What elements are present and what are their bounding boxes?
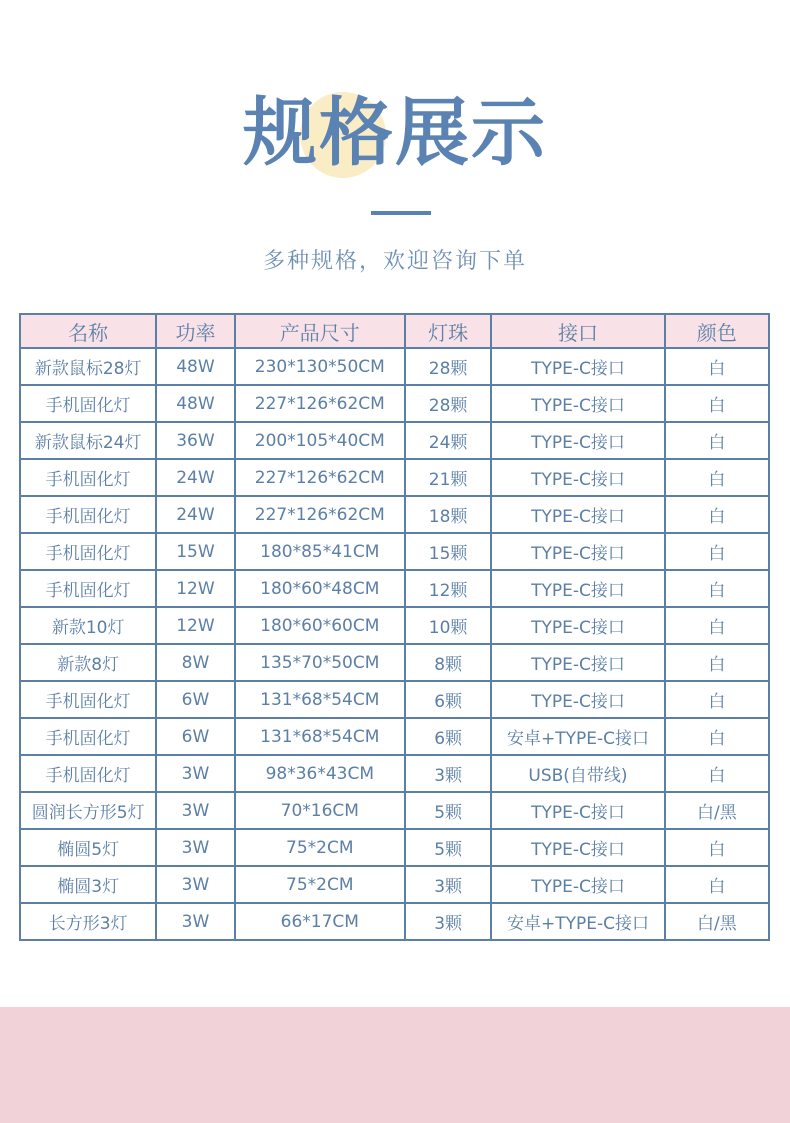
cell-name: 手机固化灯 — [20, 755, 156, 792]
table-row — [20, 755, 769, 792]
cell-name: 手机固化灯 — [20, 533, 156, 570]
cell-color: 白 — [665, 829, 769, 866]
table-row — [20, 718, 769, 755]
cell-beads: 10颗 — [405, 607, 491, 644]
cell-beads: 28颗 — [405, 385, 491, 422]
cell-color: 白 — [665, 533, 769, 570]
table-header-row — [20, 314, 769, 348]
header-name: 名称 — [20, 314, 156, 348]
cell-port: TYPE-C接口 — [491, 644, 664, 681]
cell-name: 新款10灯 — [20, 607, 156, 644]
table-row — [20, 681, 769, 718]
cell-power: 3W — [156, 755, 234, 792]
cell-color: 白 — [665, 681, 769, 718]
table-row — [20, 903, 769, 940]
table-row — [20, 570, 769, 607]
cell-beads: 3颗 — [405, 866, 491, 903]
page-title: 规格展示 — [243, 90, 547, 176]
title-block — [0, 80, 790, 190]
cell-port: TYPE-C接口 — [491, 348, 664, 385]
table-row — [20, 459, 769, 496]
cell-beads: 15颗 — [405, 533, 491, 570]
cell-beads: 5颗 — [405, 829, 491, 866]
table-row — [20, 385, 769, 422]
cell-beads: 6颗 — [405, 718, 491, 755]
table-row — [20, 422, 769, 459]
cell-port: TYPE-C接口 — [491, 533, 664, 570]
cell-color: 白/黑 — [665, 792, 769, 829]
cell-color: 白 — [665, 644, 769, 681]
cell-name: 手机固化灯 — [20, 496, 156, 533]
header-beads: 灯珠 — [405, 314, 491, 348]
cell-size: 227*126*62CM — [235, 459, 405, 496]
spec-table — [19, 313, 770, 941]
cell-name: 新款鼠标24灯 — [20, 422, 156, 459]
table-row — [20, 792, 769, 829]
cell-size: 180*60*48CM — [235, 570, 405, 607]
cell-color: 白 — [665, 866, 769, 903]
cell-port: TYPE-C接口 — [491, 385, 664, 422]
cell-port: TYPE-C接口 — [491, 829, 664, 866]
cell-color: 白 — [665, 607, 769, 644]
cell-port: 安卓+TYPE-C接口 — [491, 718, 664, 755]
cell-power: 36W — [156, 422, 234, 459]
cell-port: TYPE-C接口 — [491, 681, 664, 718]
cell-name: 手机固化灯 — [20, 681, 156, 718]
cell-power: 15W — [156, 533, 234, 570]
cell-port: TYPE-C接口 — [491, 459, 664, 496]
cell-size: 227*126*62CM — [235, 496, 405, 533]
cell-power: 6W — [156, 718, 234, 755]
cell-color: 白 — [665, 459, 769, 496]
cell-port: TYPE-C接口 — [491, 570, 664, 607]
cell-name: 手机固化灯 — [20, 718, 156, 755]
cell-color: 白 — [665, 755, 769, 792]
cell-color: 白 — [665, 385, 769, 422]
cell-power: 3W — [156, 903, 234, 940]
header-port: 接口 — [491, 314, 664, 348]
cell-power: 3W — [156, 866, 234, 903]
cell-port: TYPE-C接口 — [491, 607, 664, 644]
table-row — [20, 496, 769, 533]
cell-power: 48W — [156, 348, 234, 385]
cell-color: 白 — [665, 570, 769, 607]
table-row — [20, 533, 769, 570]
table-row — [20, 866, 769, 903]
cell-name: 新款8灯 — [20, 644, 156, 681]
cell-size: 135*70*50CM — [235, 644, 405, 681]
cell-color: 白 — [665, 422, 769, 459]
cell-beads: 8颗 — [405, 644, 491, 681]
cell-beads: 28颗 — [405, 348, 491, 385]
cell-power: 8W — [156, 644, 234, 681]
cell-size: 75*2CM — [235, 829, 405, 866]
cell-beads: 21颗 — [405, 459, 491, 496]
cell-power: 6W — [156, 681, 234, 718]
cell-port: TYPE-C接口 — [491, 422, 664, 459]
cell-size: 75*2CM — [235, 866, 405, 903]
cell-color: 白 — [665, 718, 769, 755]
cell-name: 手机固化灯 — [20, 459, 156, 496]
cell-size: 230*130*50CM — [235, 348, 405, 385]
cell-port: TYPE-C接口 — [491, 792, 664, 829]
cell-name: 长方形3灯 — [20, 903, 156, 940]
cell-power: 12W — [156, 607, 234, 644]
cell-beads: 5颗 — [405, 792, 491, 829]
cell-port: USB(自带线) — [491, 755, 664, 792]
header-power: 功率 — [156, 314, 234, 348]
cell-size: 180*60*60CM — [235, 607, 405, 644]
cell-beads: 24颗 — [405, 422, 491, 459]
cell-size: 70*16CM — [235, 792, 405, 829]
cell-size: 227*126*62CM — [235, 385, 405, 422]
cell-power: 3W — [156, 792, 234, 829]
cell-size: 131*68*54CM — [235, 718, 405, 755]
cell-name: 手机固化灯 — [20, 570, 156, 607]
cell-color: 白 — [665, 496, 769, 533]
page-subtitle: 多种规格，欢迎咨询下单 — [262, 249, 527, 274]
cell-power: 24W — [156, 496, 234, 533]
cell-port: TYPE-C接口 — [491, 496, 664, 533]
table-row — [20, 829, 769, 866]
cell-beads: 12颗 — [405, 570, 491, 607]
bottom-band — [0, 1007, 790, 1123]
cell-size: 66*17CM — [235, 903, 405, 940]
cell-name: 椭圆5灯 — [20, 829, 156, 866]
title-divider — [371, 211, 431, 215]
cell-power: 24W — [156, 459, 234, 496]
cell-size: 200*105*40CM — [235, 422, 405, 459]
cell-power: 48W — [156, 385, 234, 422]
cell-size: 98*36*43CM — [235, 755, 405, 792]
cell-name: 手机固化灯 — [20, 385, 156, 422]
cell-color: 白/黑 — [665, 903, 769, 940]
cell-beads: 3颗 — [405, 755, 491, 792]
cell-power: 3W — [156, 829, 234, 866]
cell-color: 白 — [665, 348, 769, 385]
table-row — [20, 644, 769, 681]
cell-size: 131*68*54CM — [235, 681, 405, 718]
cell-size: 180*85*41CM — [235, 533, 405, 570]
cell-name: 新款鼠标28灯 — [20, 348, 156, 385]
cell-beads: 3颗 — [405, 903, 491, 940]
header-size: 产品尺寸 — [235, 314, 405, 348]
cell-name: 圆润长方形5灯 — [20, 792, 156, 829]
cell-port: 安卓+TYPE-C接口 — [491, 903, 664, 940]
header-color: 颜色 — [665, 314, 769, 348]
cell-port: TYPE-C接口 — [491, 866, 664, 903]
table-body — [20, 348, 769, 940]
cell-power: 12W — [156, 570, 234, 607]
table-row — [20, 348, 769, 385]
cell-beads: 18颗 — [405, 496, 491, 533]
cell-beads: 6颗 — [405, 681, 491, 718]
table-row — [20, 607, 769, 644]
cell-name: 椭圆3灯 — [20, 866, 156, 903]
